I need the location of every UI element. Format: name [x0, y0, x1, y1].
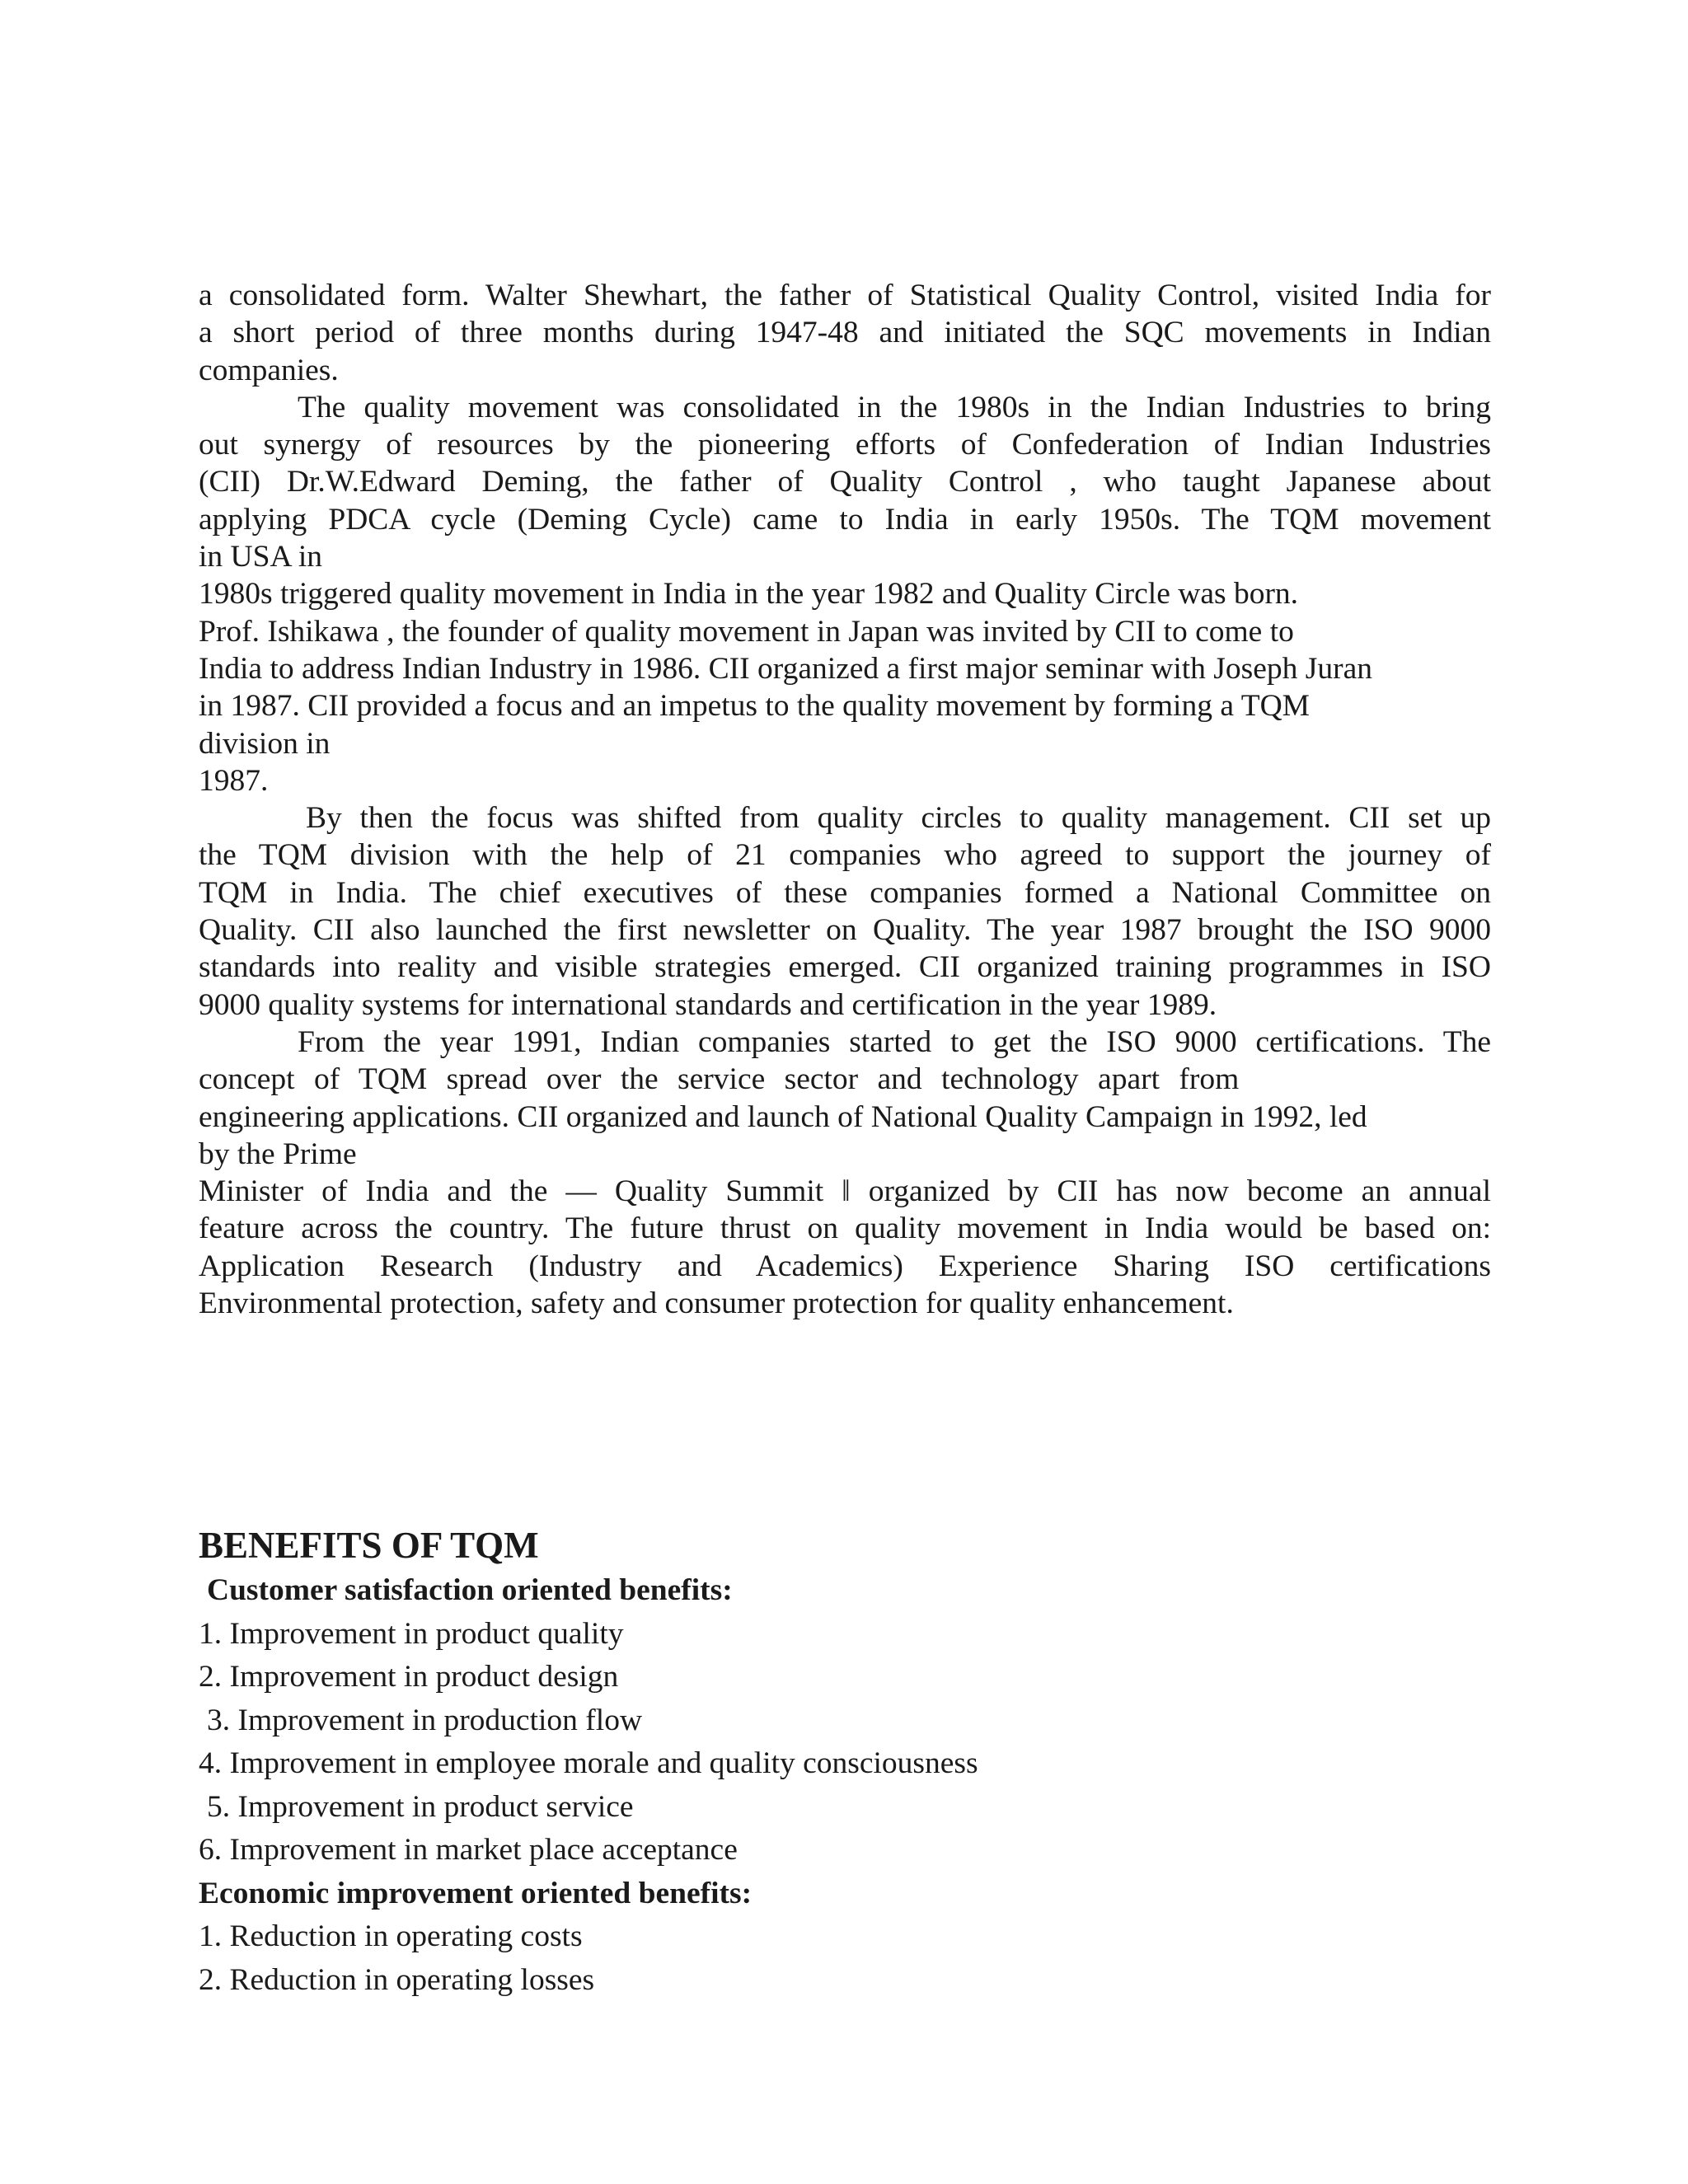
text-line: applying PDCA cycle (Deming Cycle) came to India in early 1950s. The TQM movement [199, 502, 1491, 537]
text-line: India to address Indian Industry in 1986. CII organized a first major seminar with Joseph Juran [199, 651, 1372, 686]
paragraph-1980s-movement [199, 389, 1491, 799]
text-line: the TQM division with the help of 21 companies who agreed to support the journey of [199, 838, 1491, 873]
text-line: by the Prime [199, 1137, 357, 1171]
list-item: 6. Improvement in market place acceptance [199, 1833, 738, 1867]
paragraph-shewhart [199, 277, 1491, 389]
text-line: Environmental protection, safety and consumer protection for quality enhancement. [199, 1286, 1234, 1321]
text-line: in USA in [199, 540, 323, 574]
benefits-section [199, 1521, 1491, 2002]
text-line: Minister of India and the ― Quality Summit ‖ organized by CII has now become an annual [199, 1174, 1491, 1209]
list-item: 5. Improvement in product service [207, 1789, 634, 1824]
text-line: 1980s triggered quality movement in India in the year 1982 and Quality Circle was born. [199, 577, 1299, 612]
text-line: The quality movement was consolidated in the 1980s in the Indian Industries to bring [298, 390, 1491, 424]
text-line: Application Research (Industry and Academics) Experience Sharing ISO certifications [199, 1249, 1491, 1283]
list-item: 2. Reduction in operating losses [199, 1962, 595, 1997]
list-item: 2. Improvement in product design [199, 1660, 619, 1694]
text-line: out synergy of resources by the pioneering efforts of Confederation of Indian Industries [199, 428, 1491, 462]
text-line: a short period of three months during 1947-48 and initiated the SQC movements in Indian [199, 316, 1491, 350]
paragraph-tqm-division [199, 799, 1491, 1024]
document-body [199, 277, 1491, 1322]
section-heading: BENEFITS OF TQM [199, 1525, 539, 1566]
text-line: 1987. [199, 763, 269, 798]
text-line: Prof. Ishikawa , the founder of quality movement in Japan was invited by CII to come to [199, 614, 1294, 649]
paragraph-iso-certification [199, 1024, 1491, 1322]
text-line: concept of TQM spread over the service sector and technology apart from [199, 1062, 1240, 1097]
subheading-economic: Economic improvement oriented benefits: [199, 1876, 753, 1910]
text-line: standards into reality and visible strategies emerged. CII organized training programmes in ISO [199, 950, 1491, 985]
text-line: division in [199, 726, 331, 761]
text-line: in 1987. CII provided a focus and an impetus to the quality movement by forming a TQM [199, 689, 1311, 724]
text-line: feature across the country. The future thrust on quality movement in India would be based on: [199, 1212, 1491, 1246]
list-item: 1. Reduction in operating costs [199, 1919, 583, 1953]
text-line: companies. [199, 353, 339, 387]
list-item: 3. Improvement in production flow [207, 1703, 643, 1737]
text-line: From the year 1991, Indian companies started to get the ISO 9000 certifications. The [298, 1024, 1491, 1059]
text-line: (CII) Dr.W.Edward Deming, the father of Quality Control , who taught Japanese about [199, 465, 1491, 499]
subheading-customer: Customer satisfaction oriented benefits: [207, 1573, 733, 1607]
list-item: 4. Improvement in employee morale and quality consciousness [199, 1746, 978, 1780]
text-line: By then the focus was shifted from quality circles to quality management. CII set up [306, 801, 1491, 836]
text-line: Quality. CII also launched the first newsletter on Quality. The year 1987 brought the ISO 9000 [199, 913, 1491, 948]
text-line: a consolidated form. Walter Shewhart, the father of Statistical Quality Control, visited India for [199, 279, 1491, 312]
text-line: engineering applications. CII organized and launch of National Quality Campaign in 1992, led [199, 1099, 1367, 1134]
text-line: TQM in India. The chief executives of these companies formed a National Committee on [199, 875, 1491, 910]
list-item: 1. Improvement in product quality [199, 1616, 624, 1651]
text-line: 9000 quality systems for international standards and certification in the year 1989. [199, 987, 1217, 1022]
